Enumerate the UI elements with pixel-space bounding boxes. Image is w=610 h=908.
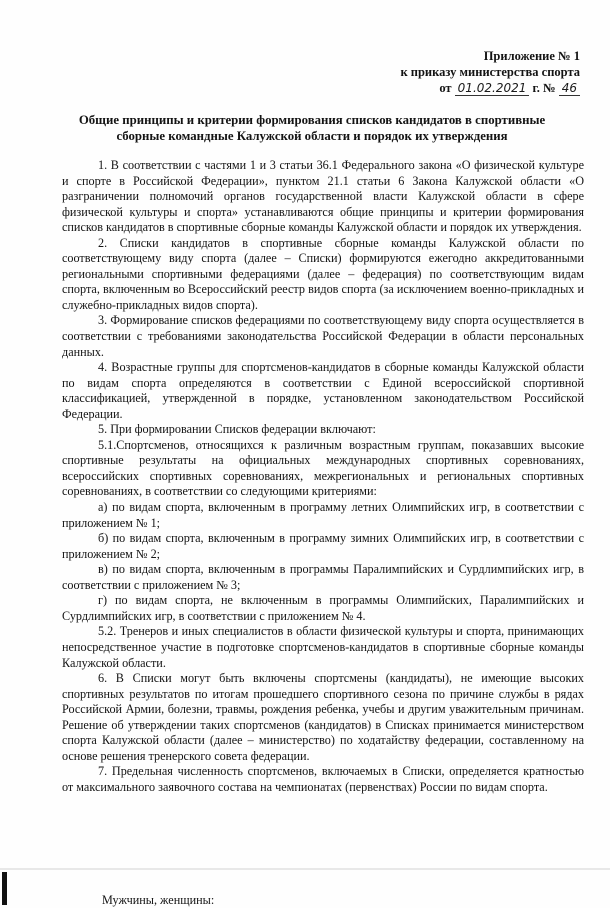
- scan-edge-mark: [2, 872, 7, 905]
- subitem-a: а) по видам спорта, включенным в программу летних Олимпийских игр, в соответствии с приложением № 1;: [62, 500, 584, 530]
- paragraph-1: 1. В соответствии с частями 1 и 3 статьи 36.1 Федерального закона «О физической культуре и спорте в Российской Федерации», пунктом 21.1 статьи 6 Закона Калужской области «О разграничении полномочий органов государственной власти Калужской области в сфере физической культуры и спорта» устанавливаются общие принципы и критерии формирования списков кандидатов в спортивные сборные команды Калужской области и порядок их утверждения.: [62, 158, 584, 235]
- subitem-g: г) по видам спорта, не включенным в программы Олимпийских, Паралимпийских и Сурдлимпийских игр, в соответствии с приложением № 4.: [62, 593, 584, 623]
- page-break-line: [0, 868, 610, 870]
- document-body: [62, 158, 584, 795]
- paragraph-5-2: 5.2. Тренеров и иных специалистов в области физической культуры и спорта, принимающих непосредственное участие в подготовке спортсменов-кандидатов в спортивные сборные команды Калужской области.: [62, 624, 584, 670]
- appendix-header: [400, 48, 580, 96]
- paragraph-5: 5. При формировании Списков федерации включают:: [98, 422, 376, 437]
- subitem-v: в) по видам спорта, включенным в программы Паралимпийских и Сурдлимпийских игр, в соответствии с приложением № 3;: [62, 562, 584, 592]
- paragraph-6: 6. В Списки могут быть включены спортсмены (кандидаты), не имеющие высоких спортивных результатов по итогам прошедшего спортивного сезона по причине службы в рядах Российской Армии, болезни, травмы, рождения ребенка, учебы и другим уважительным причинам. Решение об утверждении таких спортсменов (кандидатов) в Списках принимается министерством спорта Калужской области (далее – министерство) по ходатайству федерации, составленному на основе решения тренерского совета федерации.: [62, 671, 584, 763]
- date-prefix: от: [439, 81, 452, 95]
- paragraph-2: 2. Списки кандидатов в спортивные сборные команды Калужской области по соответствующему виду спорта (далее – Списки) формируются ежегодно аккредитованными региональными спортивными федерациями (далее – федерация) по соответствующим видам спорта, включенным во Всероссийский реестр видов спорта (за исключением военно-прикладных и служебно-прикладных видов спорта).: [62, 235, 584, 312]
- handwritten-number: 46: [559, 82, 580, 96]
- appendix-date-line: [400, 80, 580, 96]
- appendix-order-ref: к приказу министерства спорта: [400, 65, 580, 79]
- paragraph-5-1: 5.1.Спортсменов, относящихся к различным возрастным группам, показавших высокие спортивные результаты на официальных международных спортивных соревнованиях, всероссийских спортивных соревнованиях, межрегиональных и региональных спортивных соревнованиях, в соответствии со следующими критериями:: [62, 437, 584, 499]
- handwritten-date: 01.02.2021: [455, 82, 530, 96]
- appendix-title: Приложение № 1: [483, 49, 580, 63]
- number-prefix: г. №: [532, 81, 556, 95]
- paragraph-4: 4. Возрастные группы для спортсменов-кандидатов в сборные команды Калужской области по видам спорта определяются в соответствии с Единой всероссийской спортивной классификацией, утвержденной в порядке, установленном законодательством Российской Федерации.: [62, 360, 584, 421]
- paragraph-3: 3. Формирование списков федерациями по соответствующему виду спорта осуществляется в соответствии с требованиями законодательства Российской Федерации в области персональных данных.: [62, 313, 584, 359]
- paragraph-7: 7. Предельная численность спортсменов, включаемых в Списки, определяется кратностью от максимального заявочного состава на чемпионатах (первенствах) России по видам спорта.: [62, 764, 584, 794]
- document-title: Общие принципы и критерии формирования списков кандидатов в спортивные сборные командные Калужской области и порядок их утверждения: [78, 113, 546, 143]
- next-page-fragment: Мужчины, женщины:: [102, 893, 215, 907]
- subitem-b: б) по видам спорта, включенным в программу зимних Олимпийских игр, в соответствии с приложением № 2;: [62, 531, 584, 561]
